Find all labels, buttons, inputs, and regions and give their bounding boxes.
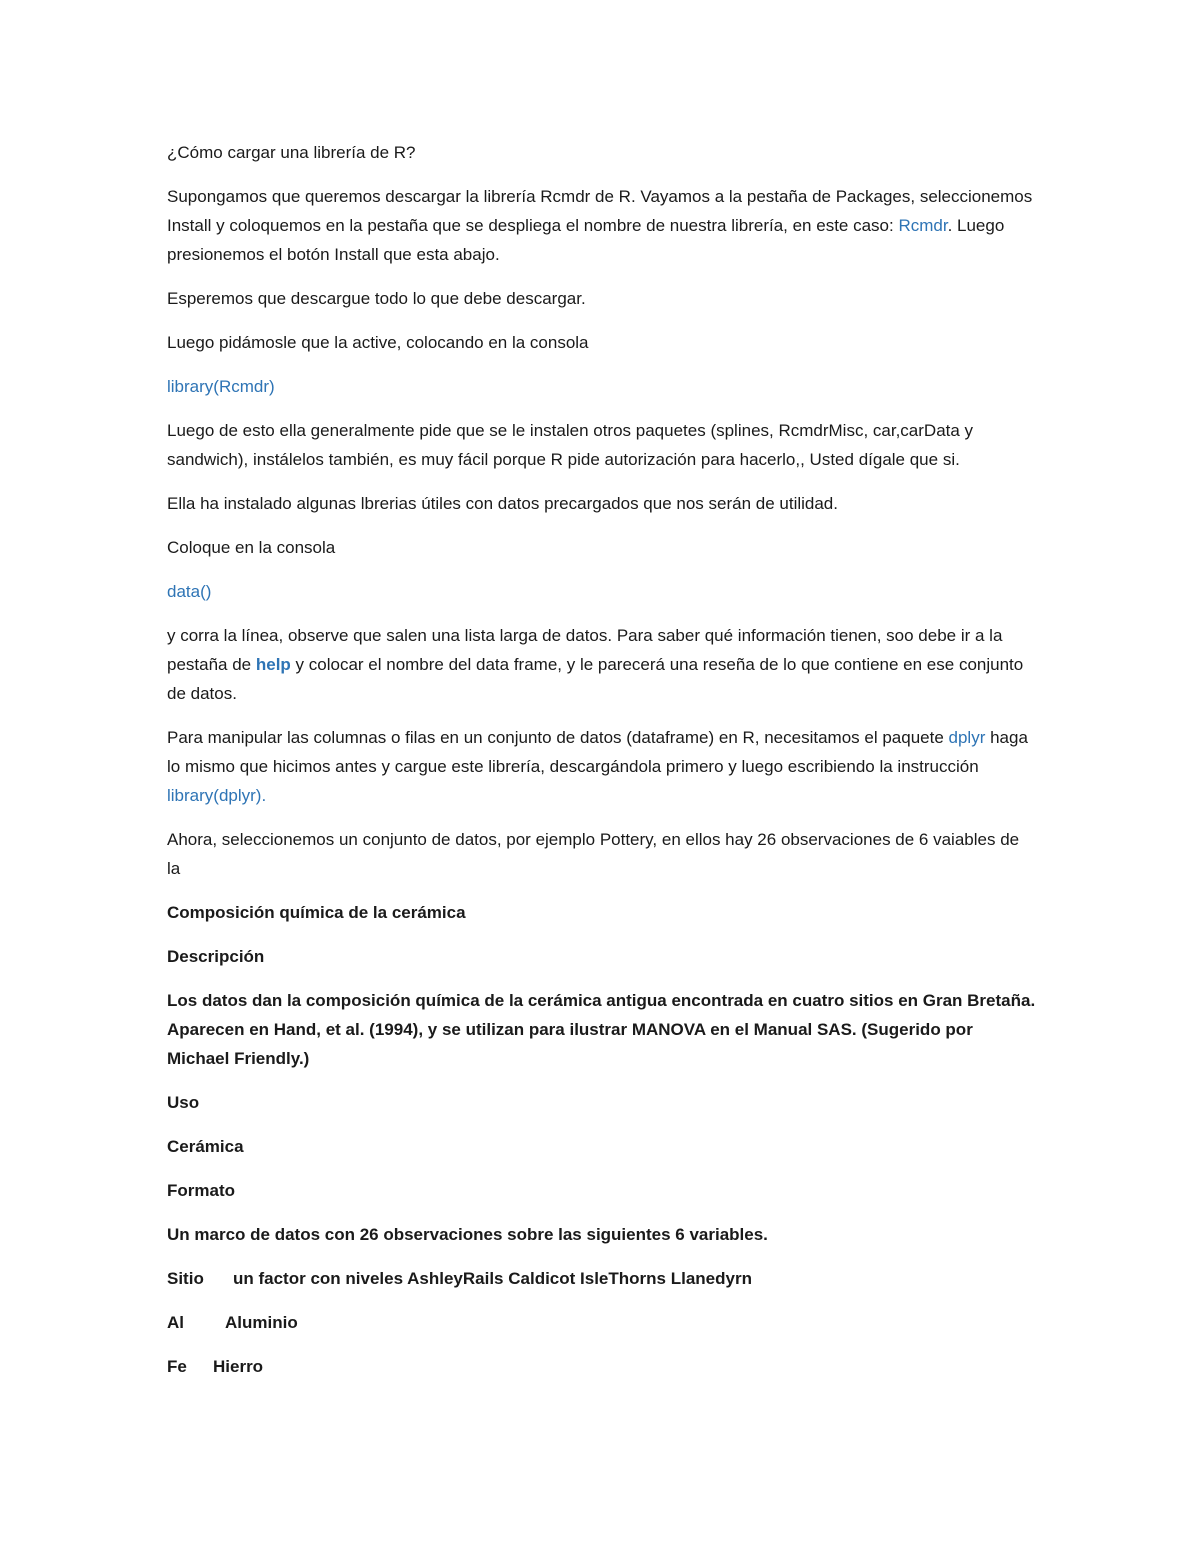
paragraph-pottery: Ahora, seleccionemos un conjunto de datos, por ejemplo Pottery, en ellos hay 26 observaciones de 6 vaiables de la	[167, 830, 1020, 878]
library-dplyr-link[interactable]: library(dplyr).	[167, 786, 267, 805]
heading-usage: Uso	[167, 1093, 200, 1112]
paragraph-packages: Luego de esto ella generalmente pide que se le instalen otros paquetes (splines, RcmdrMisc, car,carData y sandwich), instálelos también, es muy fácil porque R pide autorización para hacerlo,, Usted dígale que si.	[167, 421, 974, 469]
paragraph-help	[167, 621, 1037, 708]
doc-title: ¿Cómo cargar una librería de R?	[167, 143, 416, 162]
paragraph-libraries: Ella ha instalado algunas lbrerias útiles con datos precargados que nos serán de utilidad.	[167, 494, 838, 513]
paragraph-description: Los datos dan la composición química de la cerámica antigua encontrada en cuatro sitios en Gran Bretaña. Aparecen en Hand, et al. (1994), y se utilizan para ilustrar MANOVA en el Manual SAS. (Sugerido por Michael Friendly.)	[167, 991, 1036, 1068]
text: Para manipular las columnas o filas en un conjunto de datos (dataframe) en R, necesitamos el paquete	[167, 728, 949, 747]
code-library-rcmdr: library(Rcmdr)	[167, 377, 275, 396]
code-data: data()	[167, 582, 212, 601]
paragraph-console: Coloque en la consola	[167, 538, 336, 557]
variable-row	[167, 1264, 1037, 1293]
variable-desc: Hierro	[213, 1357, 264, 1376]
document-page	[167, 138, 1037, 1396]
variable-desc: Aluminio	[225, 1313, 298, 1332]
heading-composition: Composición química de la cerámica	[167, 903, 466, 922]
help-link[interactable]: help	[255, 655, 291, 674]
variable-name: Al	[167, 1313, 184, 1332]
usage-value: Cerámica	[167, 1137, 244, 1156]
text: y corra la línea, observe que salen una lista larga de datos. Para saber qué información tienen, soo debe ir a la pestaña de	[167, 626, 1003, 674]
paragraph-install	[167, 182, 1037, 269]
rcmdr-link[interactable]: Rcmdr	[898, 216, 948, 235]
text: y colocar el nombre del data frame, y le parecerá una reseña de lo que contiene en ese conjunto de datos.	[167, 655, 1024, 703]
heading-description: Descripción	[167, 947, 265, 966]
paragraph-format: Un marco de datos con 26 observaciones sobre las siguientes 6 variables.	[167, 1225, 768, 1244]
variable-desc: un factor con niveles AshleyRails Caldicot IsleThorns Llanedyrn	[233, 1269, 752, 1288]
text: Supongamos que queremos descargar la librería Rcmdr de R. Vayamos a la pestaña de Packages, seleccionemos Install y coloquemos en la pestaña que se despliega el nombre de nuestra librería, en este caso:	[167, 187, 1033, 235]
dplyr-link[interactable]: dplyr	[948, 728, 986, 747]
paragraph-dplyr	[167, 723, 1037, 810]
paragraph-activate: Luego pidámosle que la active, colocando en la consola	[167, 333, 589, 352]
text: . Luego presionemos el botón Install que esta abajo.	[167, 216, 1005, 264]
variable-name: Fe	[167, 1357, 187, 1376]
text: haga lo mismo que hicimos antes y cargue este librería, descargándola primero y luego escribiendo la instrucción	[167, 728, 1028, 776]
heading-format: Formato	[167, 1181, 235, 1200]
variable-name: Sitio	[167, 1269, 204, 1288]
variable-row	[167, 1308, 1037, 1337]
variable-row	[167, 1352, 1037, 1381]
paragraph-wait: Esperemos que descargue todo lo que debe descargar.	[167, 289, 586, 308]
